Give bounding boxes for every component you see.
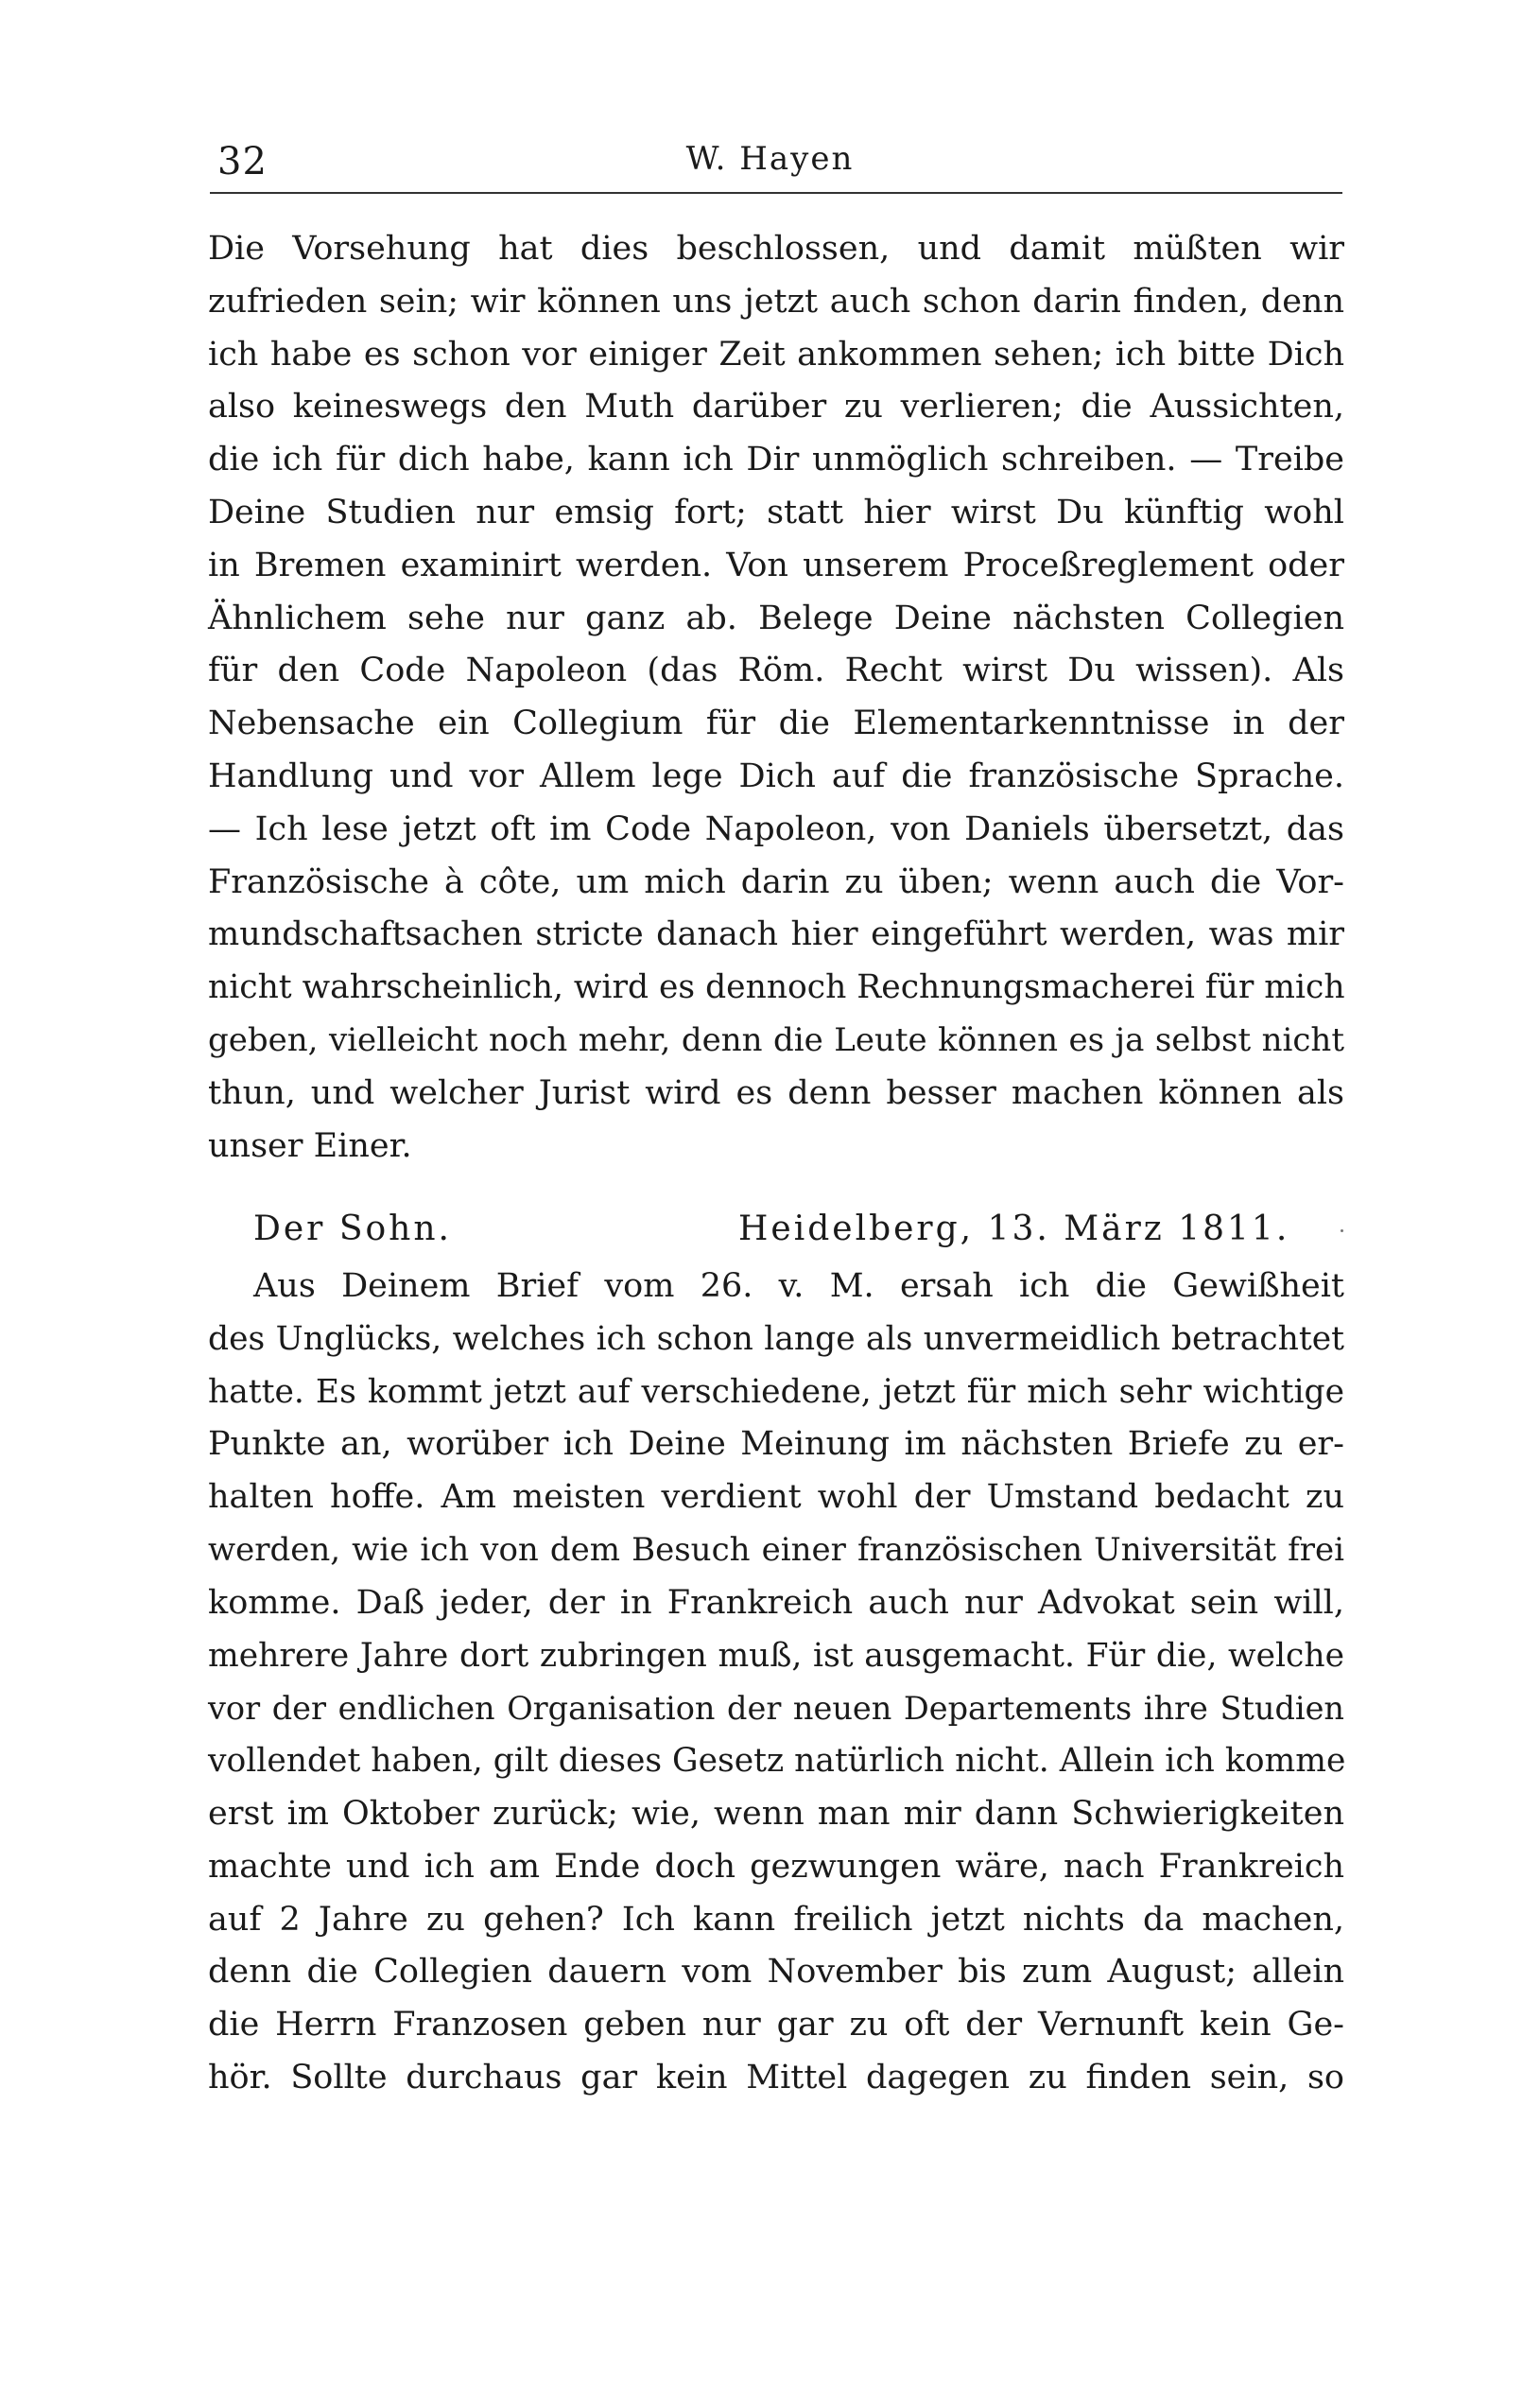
text-line: halten hoffe. Am meisten verdient wohl der Umstand bedacht zu (208, 1478, 1344, 1517)
text-line: in Bremen examinirt werden. Von unserem Proceßreglement oder (208, 546, 1344, 584)
text-line: Nebensache ein Collegium für die Elementarkenntnisse in der (208, 705, 1344, 743)
text-line: Aus Deinem Brief vom 26. v. M. ersah ich die Gewißheit (253, 1267, 1344, 1305)
text-line: Deine Studien nur emsig fort; statt hier wirst Du künftig wohl (208, 493, 1344, 531)
text-line: machte und ich am Ende doch gezwungen wäre, nach Frankreich (208, 1847, 1344, 1886)
page-number: 32 (217, 140, 268, 183)
text-line: Die Vorsehung hat dies beschlossen, und damit müßten wir (208, 230, 1344, 268)
text-line: ich habe es schon vor einiger Zeit ankommen sehen; ich bitte Dich (208, 335, 1344, 374)
text-line: — Ich lese jetzt oft im Code Napoleon, von Daniels übersetzt, das (208, 809, 1344, 848)
text-line: die ich für dich habe, kann ich Dir unmöglich schreiben. — Treibe (208, 441, 1344, 479)
text-line: die Herrn Franzosen geben nur gar zu oft der Vernunft kein Ge- (208, 2006, 1344, 2044)
text-line: vollendet haben, gilt dieses Gesetz natürlich nicht. Allein ich komme (208, 1742, 1346, 1781)
text-line: zufrieden sein; wir können uns jetzt auch schon darin finden, denn (208, 282, 1344, 321)
text-line: Punkte an, worüber ich Deine Meinung im nächsten Briefe zu er- (208, 1425, 1344, 1464)
paragraph-2 (208, 1261, 1344, 2105)
text-line: denn die Collegien dauern vom November bis zum August; allein (208, 1953, 1344, 1992)
running-head: W. Hayen (685, 140, 855, 178)
text-line: des Unglücks, welches ich schon lange als unvermeidlich betrachtet (208, 1319, 1344, 1358)
text-line: Französische à côte, um mich darin zu üben; wenn auch die Vor- (208, 862, 1344, 901)
paragraph-1 (208, 223, 1344, 1173)
letter-place-date: Heidelberg, 13. März 1811. (738, 1209, 1290, 1248)
text-line: unser Einer. (208, 1126, 412, 1165)
letter-recipient: Der Sohn. (253, 1209, 452, 1248)
text-line: komme. Daß jeder, der in Frankreich auch nur Advokat sein will, (208, 1583, 1344, 1622)
text-line: vor der endlichen Organisation der neuen Departements ihre Studien (208, 1690, 1344, 1728)
text-line: mundschaftsachen stricte danach hier eingeführt werden, was mir (208, 915, 1344, 954)
text-line: werden, wie ich von dem Besuch einer französischen Universität frei (208, 1530, 1344, 1569)
text-line: erst im Oktober zurück; wie, wenn man mir dann Schwierigkeiten (208, 1794, 1344, 1833)
text-line: mehrere Jahre dort zubringen muß, ist ausgemacht. Für die, welche (208, 1636, 1344, 1675)
header-rule (210, 192, 1342, 194)
text-line: Handlung und vor Allem lege Dich auf die französische Sprache. (208, 757, 1344, 795)
text-line: auf 2 Jahre zu gehen? Ich kann freilich jetzt nichts da machen, (208, 1900, 1344, 1939)
text-line: also keineswegs den Muth darüber zu verlieren; die Aussichten, (208, 388, 1344, 426)
text-line: hör. Sollte durchaus gar kein Mittel dagegen zu finden sein, so (208, 2058, 1344, 2097)
text-line: für den Code Napoleon (das Röm. Recht wirst Du wissen). Als (208, 652, 1344, 690)
print-speck (1341, 1229, 1343, 1232)
text-line: Ähnlichem sehe nur ganz ab. Belege Deine nächsten Collegien (208, 599, 1344, 637)
text-line: hatte. Es kommt jetzt auf verschiedene, jetzt für mich sehr wichtige (208, 1372, 1344, 1411)
text-line: geben, vielleicht noch mehr, denn die Leute können es ja selbst nicht (208, 1020, 1344, 1059)
text-line: nicht wahrscheinlich, wird es dennoch Rechnungsmacherei für mich (208, 968, 1345, 1007)
text-line: thun, und welcher Jurist wird es denn besser machen können als (208, 1073, 1344, 1112)
